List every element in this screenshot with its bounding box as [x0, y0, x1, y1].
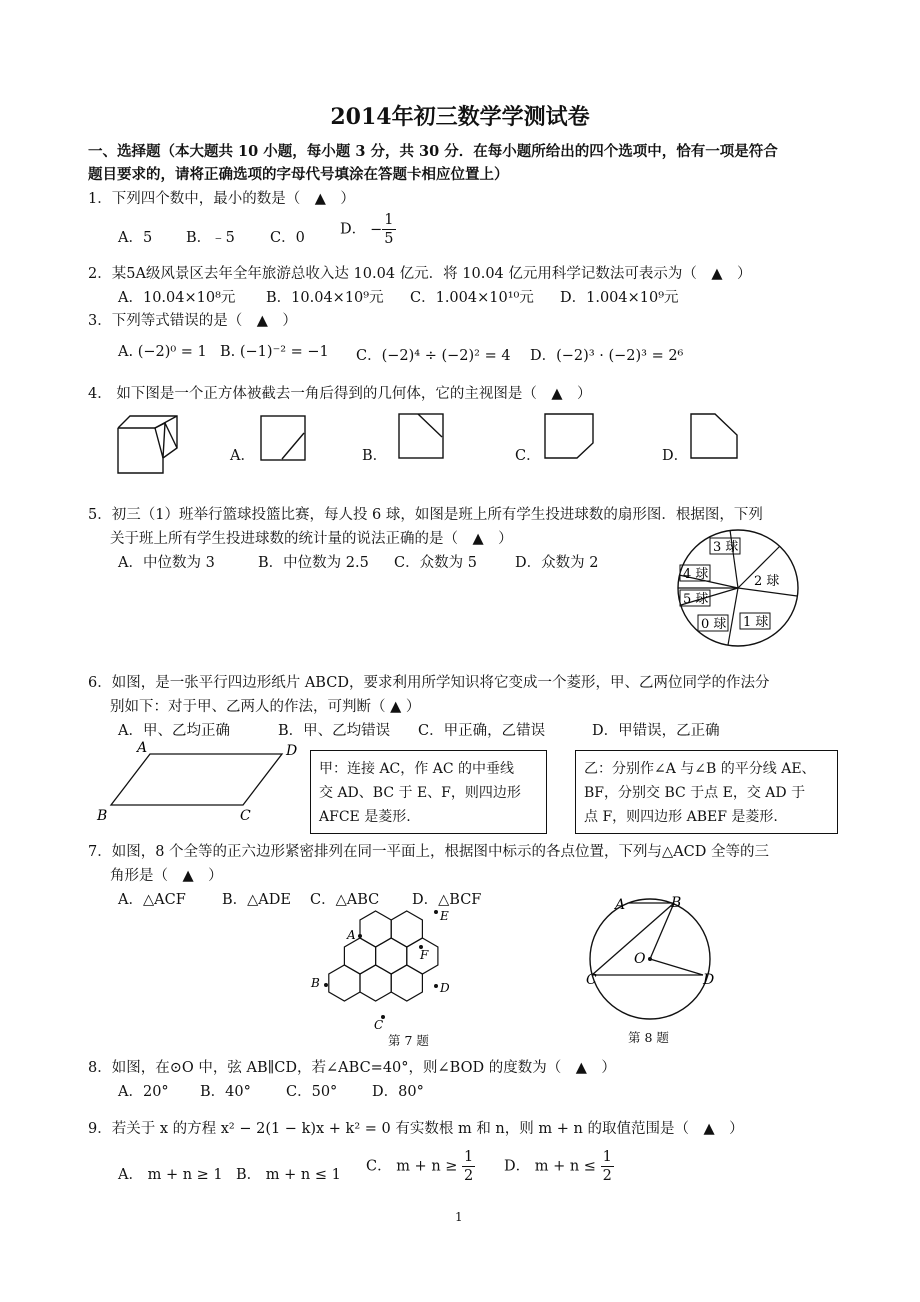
q8-label-o: O [634, 951, 646, 967]
q5-pie-chart [676, 528, 802, 648]
q8-option-d: D．80° [372, 1084, 424, 1100]
q8-label-a: A [615, 897, 626, 913]
q9-option-d [504, 1148, 614, 1185]
q5-option-d: D．众数为 2 [515, 555, 599, 571]
q2-option-a: A．10.04×10⁸元 [118, 290, 236, 306]
q4-option-d: D． [662, 448, 689, 464]
q6-jia-line1: 甲：连接 AC，作 AC 的中垂线 [319, 761, 514, 777]
q5-option-c: C．众数为 5 [394, 555, 477, 571]
pie-label-4: 4 球 [683, 567, 709, 582]
q6-option-d: D．甲错误，乙正确 [592, 723, 720, 739]
q9-c-fraction [462, 1148, 475, 1185]
q3-option-d: D．(−2)³ · (−2)³ = 2⁶ [530, 348, 684, 364]
q1-d-fraction [382, 211, 395, 248]
q4-option-c-figure [544, 413, 594, 459]
q6-yi-line1: 乙：分别作∠A 与∠B 的平分线 AE、 [584, 761, 816, 777]
q1-d-sign: − [370, 221, 383, 238]
hexagon-4 [376, 938, 407, 974]
q9-option-b: B． m + n ≤ 1 [236, 1167, 341, 1183]
q2-stem: 2．某5A级风景区去年全年旅游总收入达 10.04 亿元．将 10.04 亿元用科学记数法可表示为（ ▲ ） [88, 266, 752, 282]
hexagon-6 [329, 965, 360, 1001]
q5-option-a: A．中位数为 3 [118, 555, 215, 571]
q8-label-d: D [703, 972, 715, 988]
q4-option-a: A． [230, 448, 255, 464]
q6-option-b: B．甲、乙均错误 [278, 723, 391, 739]
q2-option-d: D．1.004×10⁹元 [560, 290, 679, 306]
q7-label-e: E [440, 909, 449, 923]
hexagon-1 [360, 911, 391, 947]
q6-label-d: D [286, 743, 298, 759]
q8-stem: 8．如图，在⊙O 中，弦 AB∥CD，若∠ABC=40°，则∠BOD 的度数为（ ▲ ） [88, 1060, 616, 1076]
q9-option-a: A． m + n ≥ 1 [118, 1167, 223, 1183]
q2-option-c: C．1.004×10¹⁰元 [410, 290, 534, 306]
q7-label-d: D [440, 981, 450, 995]
q8-circle-figure [585, 895, 720, 1027]
hexagon-3 [344, 938, 375, 974]
q4-option-d-figure [690, 413, 738, 459]
q8-option-b: B．40° [200, 1084, 251, 1100]
q7-option-c: C．△ABC [310, 892, 380, 908]
hexagon-7 [360, 965, 391, 1001]
section-heading-line2: 题目要求的，请将正确选项的字母代号填涂在答题卡相应位置上） [88, 166, 509, 183]
pie-label-0: 0 球 [701, 617, 727, 632]
q6-yi-line3: 点 F，则四边形 ABEF 是菱形. [584, 809, 778, 825]
q8-label-b: B [671, 895, 682, 911]
q1-option-a: A．5 [118, 230, 153, 246]
q1-option-d [340, 211, 396, 248]
q7-hexagon-figure [305, 905, 465, 1030]
q4-stem: 4． 如下图是一个正方体被截去一角后得到的几何体，它的主视图是（ ▲ ） [88, 386, 592, 402]
q7-stem-line1: 7．如图，8 个全等的正六边形紧密排列在同一平面上，根据图中标示的各点位置，下列与△ACD 全等的三 [88, 844, 770, 860]
q6-parallelogram [95, 738, 305, 824]
q4-option-c: C． [515, 448, 541, 464]
q1-d-denominator: 5 [384, 231, 394, 247]
hexagon-8 [391, 965, 422, 1001]
q5-stem-line2: 关于班上所有学生投进球数的统计量的说法正确的是（ ▲ ） [110, 531, 513, 547]
page-number: 1 [455, 1210, 463, 1224]
q3-option-b: B. (−1)⁻² = −1 [220, 344, 329, 360]
q9-d-numerator: 1 [602, 1149, 612, 1165]
q6-jia-line2: 交 AD、BC 于 E、F，则四边形 [319, 785, 521, 801]
q9-d-denominator: 2 [602, 1168, 612, 1184]
q7-caption: 第 7 题 [388, 1033, 429, 1048]
hexagon-2 [391, 911, 422, 947]
q3-stem: 3．下列等式错误的是（ ▲ ） [88, 313, 297, 329]
q7-label-a: A [347, 928, 356, 942]
q8-option-c: C．50° [286, 1084, 338, 1100]
q8-caption: 第 8 题 [628, 1030, 669, 1045]
q6-label-a: A [137, 740, 148, 756]
q7-stem-line2: 角形是（ ▲ ） [110, 868, 223, 884]
q7-option-d: D．△BCF [412, 892, 482, 908]
q3-option-c: C．(−2)⁴ ÷ (−2)² = 4 [356, 348, 511, 364]
q6-jia-line3: AFCE 是菱形. [319, 809, 411, 825]
q1-stem: 1．下列四个数中，最小的数是（ ▲ ） [88, 191, 355, 207]
q9-c-numerator: 1 [464, 1149, 474, 1165]
q7-label-c: C [374, 1018, 384, 1032]
q9-option-c [366, 1148, 475, 1185]
q1-option-b: B．﹣5 [186, 230, 235, 246]
q7-option-b: B．△ADE [222, 892, 291, 908]
section-heading-line1: 一、选择题（本大题共 10 小题，每小题 3 分，共 30 分．在每小题所给出的四个选项中，恰有一项是符合 [88, 143, 778, 160]
pie-label-2: 2 球 [754, 574, 780, 589]
q1-d-numerator: 1 [384, 212, 394, 228]
q6-label-b: B [97, 808, 108, 824]
pie-label-3: 3 球 [713, 540, 739, 555]
q7-label-f: F [420, 948, 429, 962]
q8-option-a: A．20° [118, 1084, 169, 1100]
page-title: 2014年初三数学学测试卷 [330, 104, 590, 130]
q2-option-b: B．10.04×10⁹元 [266, 290, 384, 306]
q9-option-d-label: D． m + n ≤ [504, 1158, 596, 1175]
q4-option-b: B． [362, 448, 388, 464]
q4-option-b-figure [398, 413, 444, 459]
q5-stem-line1: 5．初三（1）班举行篮球投篮比赛，每人投 6 球，如图是班上所有学生投进球数的扇形图．根据图，下列 [88, 507, 763, 523]
q9-c-denominator: 2 [464, 1168, 474, 1184]
q6-label-c: C [240, 808, 251, 824]
pie-label-1: 1 球 [743, 615, 769, 630]
q7-option-a: A．△ACF [118, 892, 186, 908]
q6-yi-box [575, 750, 838, 834]
q4-solid-figure [115, 413, 185, 475]
q6-stem-line2: 别如下：对于甲、乙两人的作法，可判断（ ▲ ） [110, 699, 421, 715]
q9-stem: 9．若关于 x 的方程 x² − 2(1 − k)x + k² = 0 有实数根 m 和 n，则 m + n 的取值范围是（ ▲ ） [88, 1121, 744, 1137]
q7-label-b: B [311, 976, 320, 990]
q3-option-a: A. (−2)⁰ = 1 [118, 344, 207, 360]
q9-d-fraction [601, 1148, 614, 1185]
q6-yi-line2: BF，分别交 BC 于点 E，交 AD 于 [584, 785, 806, 801]
q1-option-c: C．0 [270, 230, 305, 246]
q4-option-a-figure [260, 415, 306, 461]
q6-option-a: A．甲、乙均正确 [118, 723, 230, 739]
q6-stem-line1: 6．如图，是一张平行四边形纸片 ABCD，要求利用所学知识将它变成一个菱形，甲、乙两位同学的作法分 [88, 675, 770, 691]
q9-option-c-label: C． m + n ≥ [366, 1158, 458, 1175]
q5-option-b: B．中位数为 2.5 [258, 555, 369, 571]
q1-option-d-label: D． [340, 221, 367, 238]
q6-jia-box [310, 750, 547, 834]
q8-label-c: C [586, 972, 597, 988]
q6-option-c: C．甲正确，乙错误 [418, 723, 546, 739]
pie-label-5: 5 球 [683, 592, 709, 607]
